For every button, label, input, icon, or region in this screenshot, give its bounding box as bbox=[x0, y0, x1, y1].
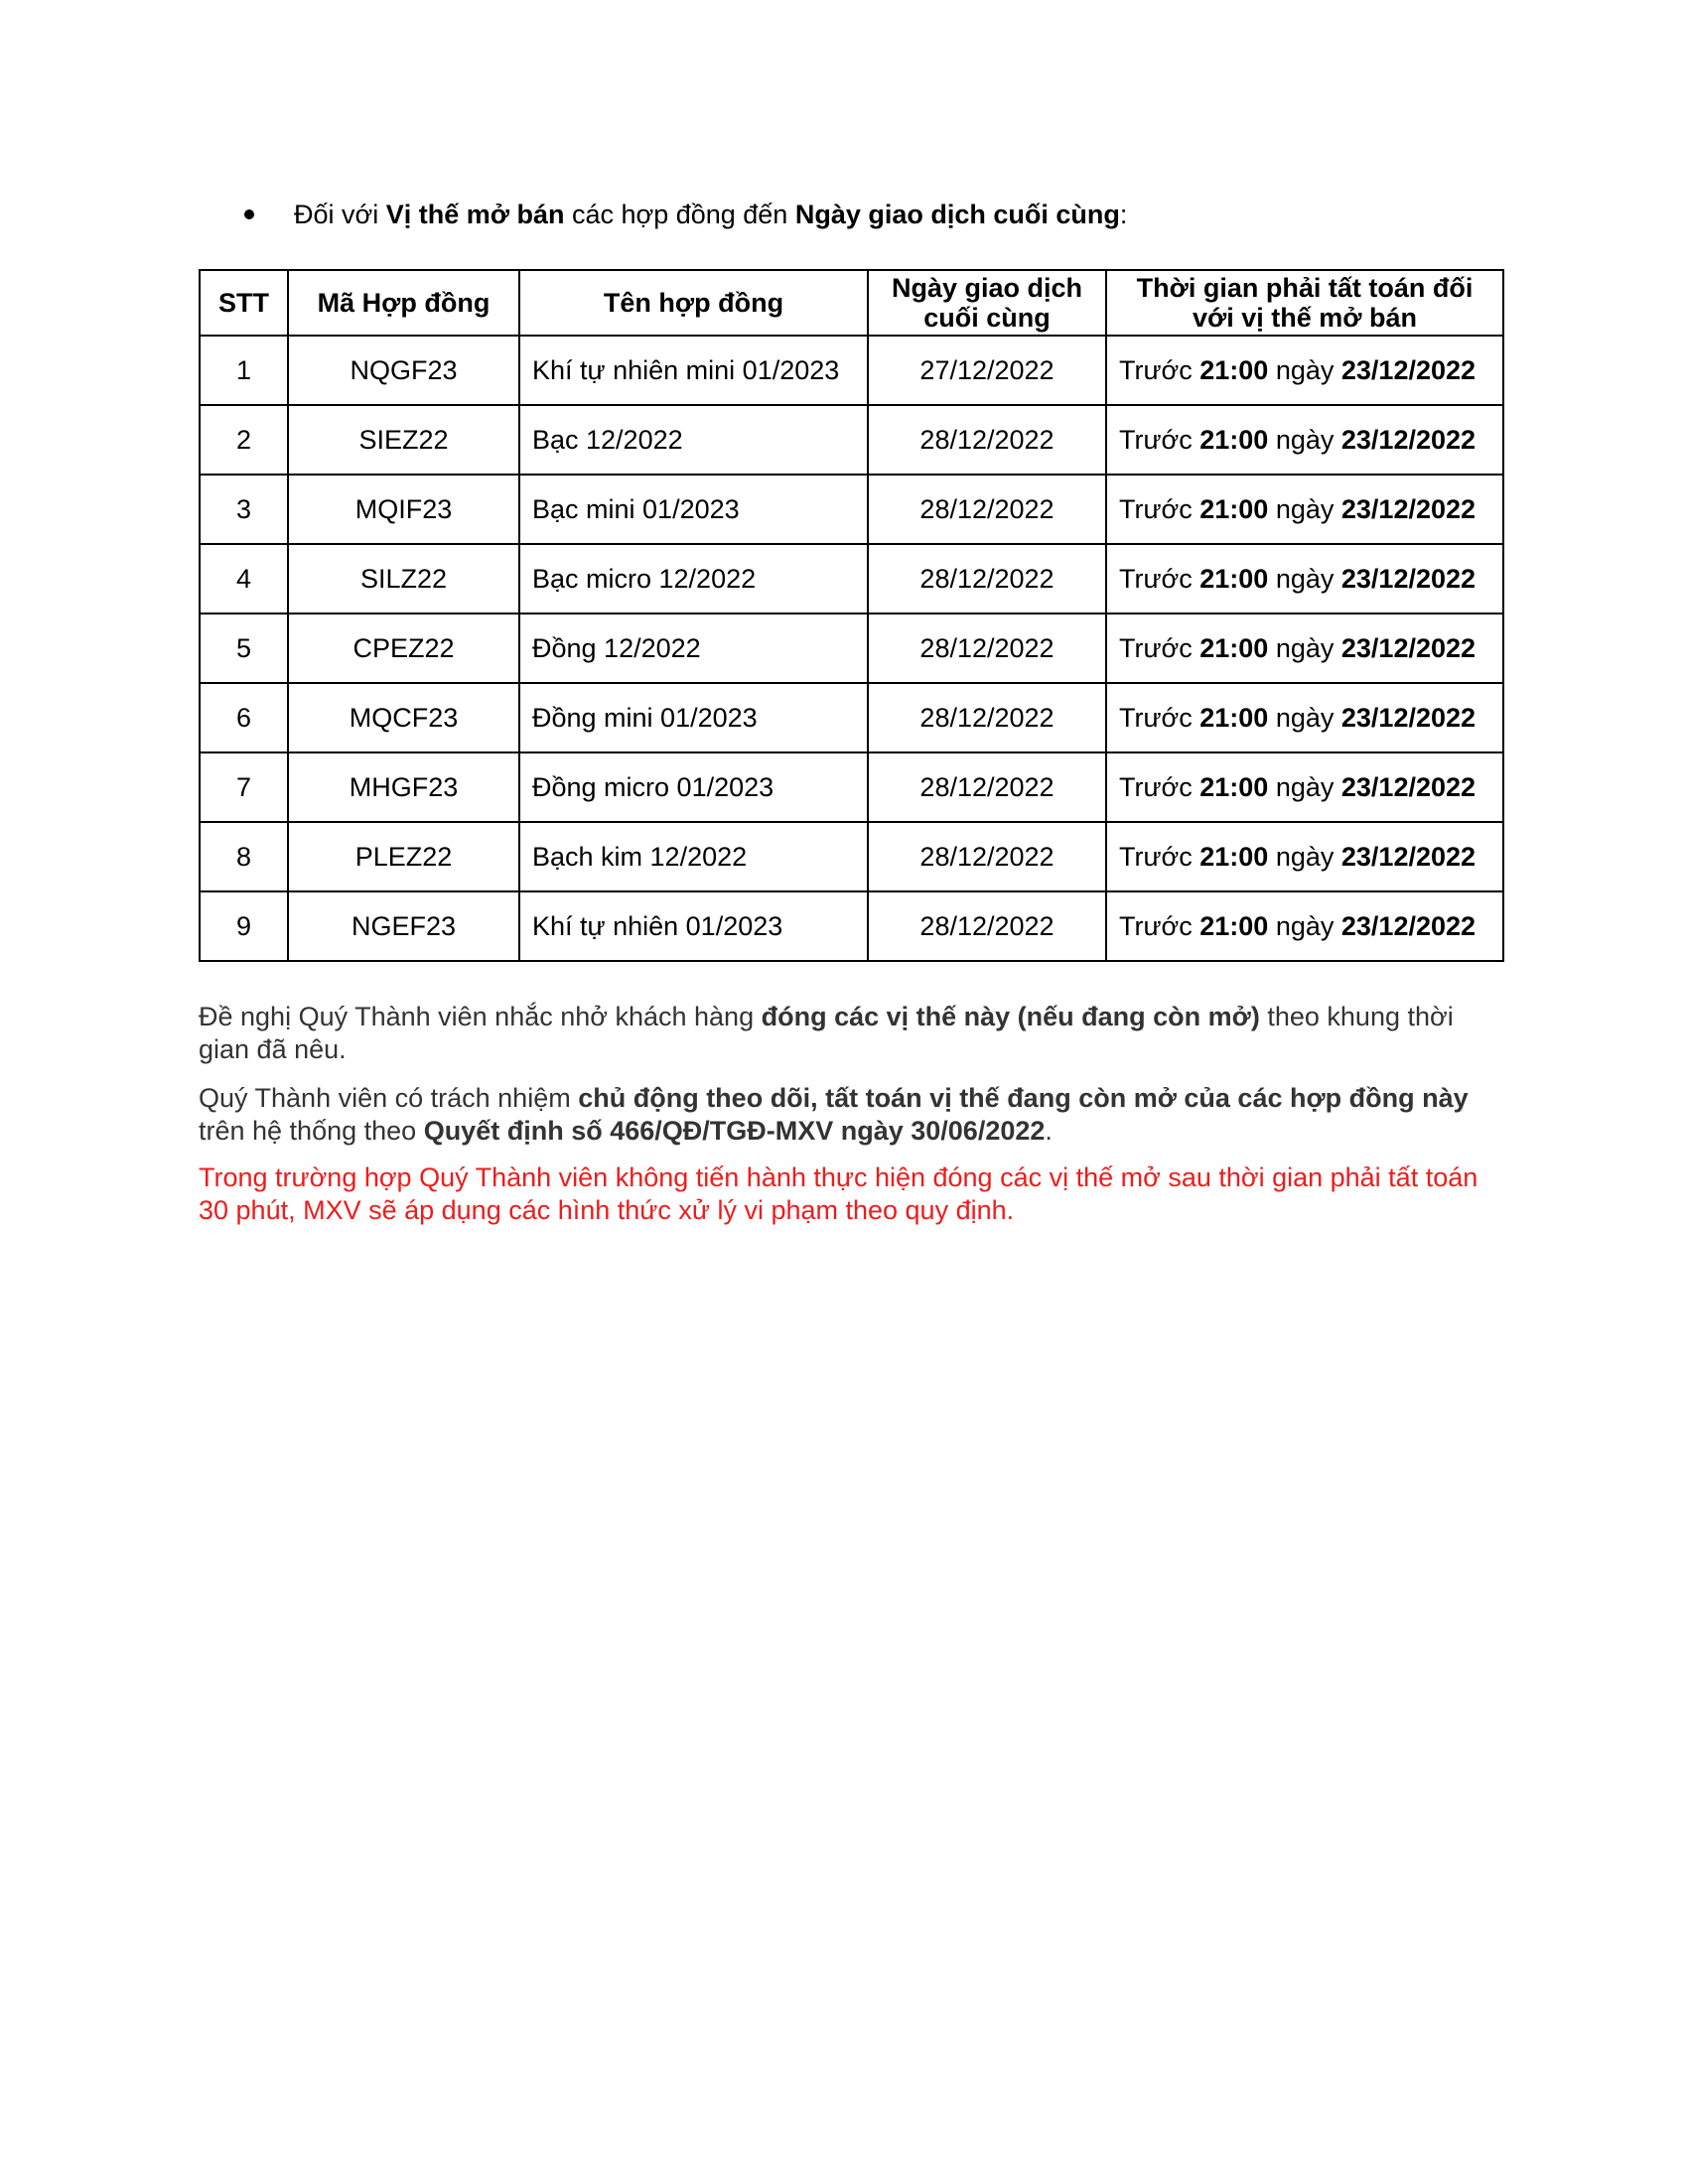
para2-suffix: . bbox=[1045, 1116, 1053, 1146]
cell-code: NQGF23 bbox=[288, 336, 519, 405]
cell-deadline bbox=[1106, 822, 1503, 891]
cell-deadline bbox=[1106, 752, 1503, 822]
deadline-prefix: Trước bbox=[1119, 910, 1200, 941]
deadline-time: 21:00 bbox=[1199, 910, 1269, 941]
cell-name: Bạc mini 01/2023 bbox=[519, 475, 868, 544]
cell-last-day: 28/12/2022 bbox=[868, 683, 1106, 752]
cell-code: PLEZ22 bbox=[288, 822, 519, 891]
header-name: Tên hợp đồng bbox=[519, 270, 868, 336]
cell-name: Bạc 12/2022 bbox=[519, 405, 868, 475]
table-body bbox=[200, 336, 1503, 961]
cell-stt: 6 bbox=[200, 683, 288, 752]
deadline-middle: ngày bbox=[1268, 354, 1341, 385]
para2-middle: trên hệ thống theo bbox=[199, 1116, 424, 1146]
deadline-date: 23/12/2022 bbox=[1340, 702, 1477, 733]
cell-last-day: 28/12/2022 bbox=[868, 752, 1106, 822]
intro-middle: các hợp đồng đến bbox=[564, 200, 795, 229]
deadline-middle: ngày bbox=[1268, 771, 1341, 802]
deadline-date: 23/12/2022 bbox=[1340, 493, 1477, 524]
cell-deadline bbox=[1106, 405, 1503, 475]
cell-code: MQCF23 bbox=[288, 683, 519, 752]
para1-bold: đóng các vị thế này (nếu đang còn mở) bbox=[761, 1002, 1260, 1031]
cell-stt: 4 bbox=[200, 544, 288, 614]
deadline-date: 23/12/2022 bbox=[1340, 910, 1477, 941]
cell-name: Bạch kim 12/2022 bbox=[519, 822, 868, 891]
deadline-time: 21:00 bbox=[1199, 702, 1269, 733]
header-code: Mã Hợp đồng bbox=[288, 270, 519, 336]
table-row bbox=[200, 752, 1503, 822]
cell-last-day: 28/12/2022 bbox=[868, 544, 1106, 614]
table-row bbox=[200, 822, 1503, 891]
cell-last-day: 28/12/2022 bbox=[868, 405, 1106, 475]
cell-name: Đồng mini 01/2023 bbox=[519, 683, 868, 752]
cell-name: Bạc micro 12/2022 bbox=[519, 544, 868, 614]
deadline-date: 23/12/2022 bbox=[1340, 563, 1477, 594]
table-row bbox=[200, 475, 1503, 544]
deadline-time: 21:00 bbox=[1199, 424, 1269, 455]
deadline-date: 23/12/2022 bbox=[1340, 354, 1477, 385]
para1-prefix: Đề nghị Quý Thành viên nhắc nhở khách hàng bbox=[199, 1002, 762, 1031]
deadline-middle: ngày bbox=[1268, 702, 1341, 733]
deadline-prefix: Trước bbox=[1119, 424, 1200, 455]
cell-deadline bbox=[1106, 891, 1503, 961]
header-stt: STT bbox=[200, 270, 288, 336]
cell-code: CPEZ22 bbox=[288, 614, 519, 683]
para2-prefix: Quý Thành viên có trách nhiệm bbox=[199, 1083, 579, 1113]
cell-deadline bbox=[1106, 544, 1503, 614]
paragraph-responsibility bbox=[199, 1082, 1489, 1148]
deadline-prefix: Trước bbox=[1119, 771, 1200, 802]
para1-suffix: theo khung thời gian đã nêu. bbox=[199, 1002, 1454, 1064]
intro-prefix: Đối với bbox=[294, 200, 386, 229]
table-row bbox=[200, 336, 1503, 405]
deadline-middle: ngày bbox=[1268, 493, 1341, 524]
deadline-prefix: Trước bbox=[1119, 702, 1200, 733]
intro-suffix: : bbox=[1119, 200, 1128, 229]
deadline-date: 23/12/2022 bbox=[1340, 771, 1477, 802]
deadline-time: 21:00 bbox=[1199, 771, 1269, 802]
intro-bold-position: Vị thế mở bán bbox=[385, 200, 565, 229]
contracts-table bbox=[199, 269, 1504, 962]
deadline-prefix: Trước bbox=[1119, 632, 1200, 663]
cell-code: SILZ22 bbox=[288, 544, 519, 614]
deadline-time: 21:00 bbox=[1199, 563, 1269, 594]
cell-name: Khí tự nhiên mini 01/2023 bbox=[519, 336, 868, 405]
table-row bbox=[200, 891, 1503, 961]
table-row bbox=[200, 405, 1503, 475]
deadline-middle: ngày bbox=[1268, 910, 1341, 941]
deadline-middle: ngày bbox=[1268, 841, 1341, 872]
para2-bold-action: chủ động theo dõi, tất toán vị thế đang còn mở của các hợp đồng này bbox=[578, 1083, 1469, 1113]
deadline-prefix: Trước bbox=[1119, 841, 1200, 872]
cell-code: MQIF23 bbox=[288, 475, 519, 544]
cell-name: Đồng 12/2022 bbox=[519, 614, 868, 683]
cell-last-day: 27/12/2022 bbox=[868, 336, 1106, 405]
cell-last-day: 28/12/2022 bbox=[868, 822, 1106, 891]
deadline-middle: ngày bbox=[1268, 632, 1341, 663]
cell-last-day: 28/12/2022 bbox=[868, 891, 1106, 961]
bullet-icon bbox=[244, 209, 254, 219]
deadline-prefix: Trước bbox=[1119, 493, 1200, 524]
cell-stt: 7 bbox=[200, 752, 288, 822]
deadline-time: 21:00 bbox=[1199, 493, 1269, 524]
cell-stt: 2 bbox=[200, 405, 288, 475]
cell-stt: 1 bbox=[200, 336, 288, 405]
cell-deadline bbox=[1106, 683, 1503, 752]
cell-code: NGEF23 bbox=[288, 891, 519, 961]
cell-name: Khí tự nhiên 01/2023 bbox=[519, 891, 868, 961]
deadline-middle: ngày bbox=[1268, 424, 1341, 455]
paragraph-warning bbox=[199, 1161, 1489, 1227]
cell-stt: 5 bbox=[200, 614, 288, 683]
intro-bold-last-day: Ngày giao dịch cuối cùng bbox=[794, 200, 1120, 229]
table-row bbox=[200, 614, 1503, 683]
cell-stt: 3 bbox=[200, 475, 288, 544]
para3-text: Trong trường hợp Quý Thành viên không tiến hành thực hiện đóng các vị thế mở sau thời gian phải tất toán 30 phút, MXV sẽ áp dụng các hình thức xử lý vi phạm theo quy định. bbox=[199, 1162, 1478, 1225]
deadline-time: 21:00 bbox=[1199, 354, 1269, 385]
deadline-date: 23/12/2022 bbox=[1340, 632, 1477, 663]
deadline-prefix: Trước bbox=[1119, 563, 1200, 594]
cell-deadline bbox=[1106, 336, 1503, 405]
table-header-row bbox=[200, 270, 1503, 336]
cell-code: MHGF23 bbox=[288, 752, 519, 822]
deadline-time: 21:00 bbox=[1199, 632, 1269, 663]
deadline-date: 23/12/2022 bbox=[1340, 841, 1477, 872]
intro-bullet bbox=[244, 197, 1127, 232]
cell-deadline bbox=[1106, 475, 1503, 544]
deadline-prefix: Trước bbox=[1119, 354, 1200, 385]
cell-stt: 9 bbox=[200, 891, 288, 961]
table-row bbox=[200, 544, 1503, 614]
cell-stt: 8 bbox=[200, 822, 288, 891]
cell-last-day: 28/12/2022 bbox=[868, 614, 1106, 683]
cell-code: SIEZ22 bbox=[288, 405, 519, 475]
header-last-day: Ngày giao dịch cuối cùng bbox=[868, 270, 1106, 336]
cell-last-day: 28/12/2022 bbox=[868, 475, 1106, 544]
deadline-time: 21:00 bbox=[1199, 841, 1269, 872]
para2-bold-decision: Quyết định số 466/QĐ/TGĐ-MXV ngày 30/06/2022 bbox=[423, 1116, 1046, 1146]
paragraph-reminder bbox=[199, 1001, 1489, 1066]
table-row bbox=[200, 683, 1503, 752]
cell-name: Đồng micro 01/2023 bbox=[519, 752, 868, 822]
deadline-middle: ngày bbox=[1268, 563, 1341, 594]
deadline-date: 23/12/2022 bbox=[1340, 424, 1477, 455]
cell-deadline bbox=[1106, 614, 1503, 683]
header-deadline: Thời gian phải tất toán đối với vị thế mở bán bbox=[1106, 270, 1503, 336]
